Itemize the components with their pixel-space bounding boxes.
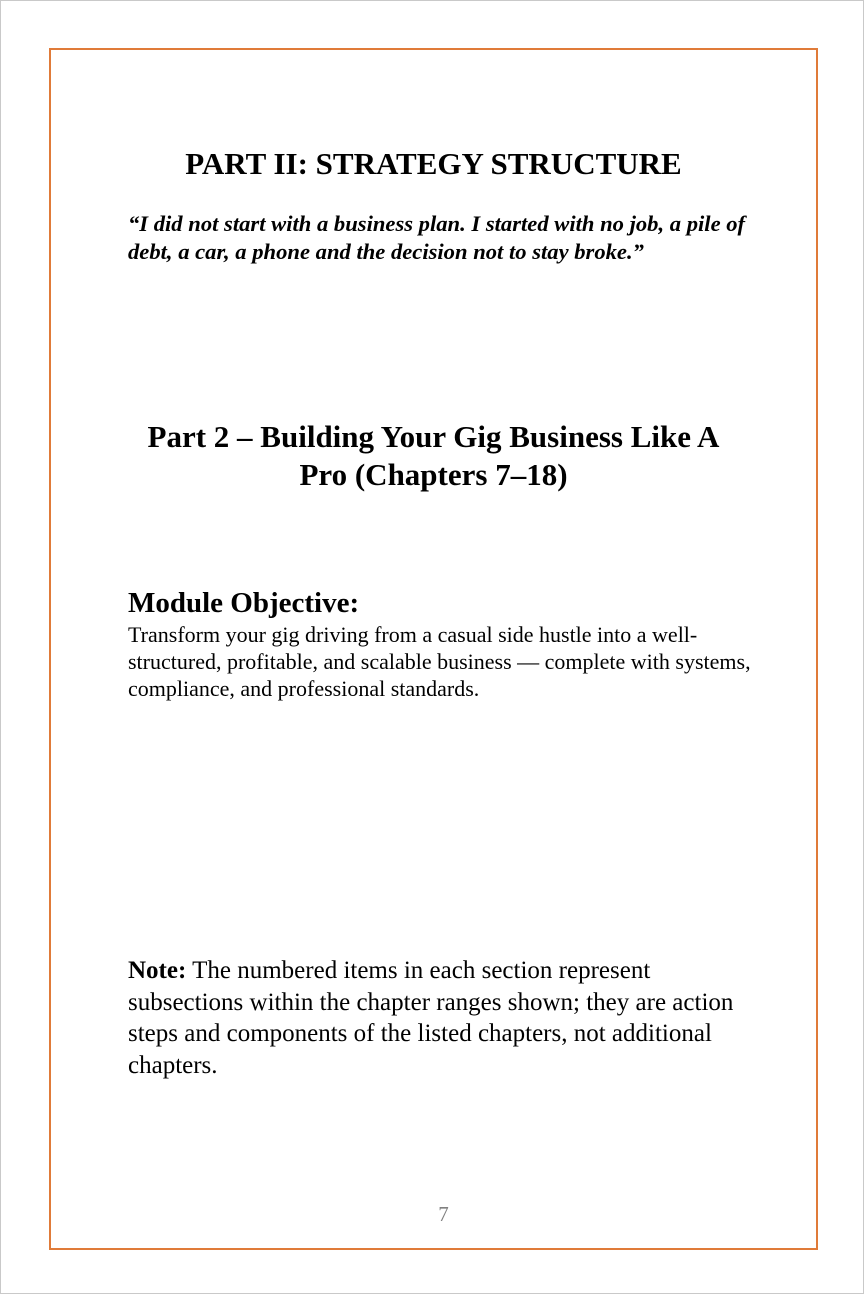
module-objective-heading: Module Objective: [128, 587, 360, 619]
module-objective-text: Transform your gig driving from a casual side hustle into a well-structured, profitable, and scalable business — complete with systems, compliance, and professional standards. [128, 622, 751, 701]
note-label: Note: [128, 957, 187, 984]
page-frame [49, 48, 818, 1250]
section-heading: Part 2 – Building Your Gig Business Like A Pro (Chapters 7–18) [147, 419, 720, 492]
note-paragraph [128, 955, 748, 1081]
page-number: 7 [438, 1202, 449, 1226]
epigraph-quote: “I did not start with a business plan. I started with no job, a pile of debt, a car, a phone and the decision not to stay broke.” [128, 211, 746, 264]
part-title: PART II: STRATEGY STRUCTURE [185, 146, 682, 181]
note-text: The numbered items in each section represent subsections within the chapter ranges shown; they are action steps and components of the listed chapters, not additional chapters. [128, 957, 734, 1079]
